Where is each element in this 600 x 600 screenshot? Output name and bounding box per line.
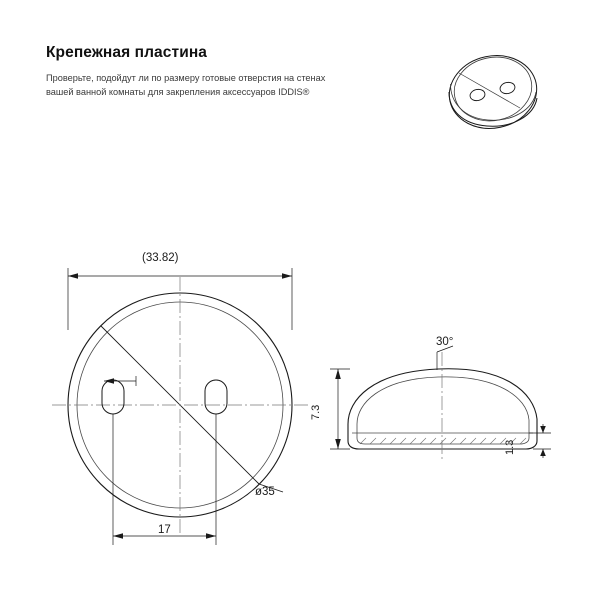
side-view	[330, 346, 551, 462]
dimension-label-height: 7.3	[310, 404, 322, 420]
page-title: Крепежная пластина	[46, 44, 208, 61]
dimension-height	[330, 369, 350, 449]
leader-angle	[437, 346, 453, 370]
slot-right	[205, 380, 227, 414]
dimension-label-lip-height: 1.3	[504, 439, 516, 455]
mounting-plate-3d-icon	[442, 48, 543, 137]
dimension-label-hole-spacing: 17	[158, 524, 171, 536]
dimension-slot-internal	[104, 376, 136, 386]
page-subtitle-line-2: вашей ванной комнаты для закрепления аксессуаров IDDIS®	[46, 86, 310, 97]
page-subtitle-line-1: Проверьте, подойдут ли по размеру готовые отверстия на стенах	[46, 73, 326, 83]
side-outer-profile	[348, 369, 537, 449]
side-inner-profile	[357, 377, 529, 444]
dimension-label-top-width: (33.82)	[142, 252, 179, 264]
dimension-lip-height	[529, 424, 551, 458]
dimension-label-diameter: ø35	[255, 486, 275, 498]
slot-left	[102, 380, 124, 414]
plan-view	[52, 268, 308, 545]
dimension-label-angle: 30°	[436, 336, 454, 348]
